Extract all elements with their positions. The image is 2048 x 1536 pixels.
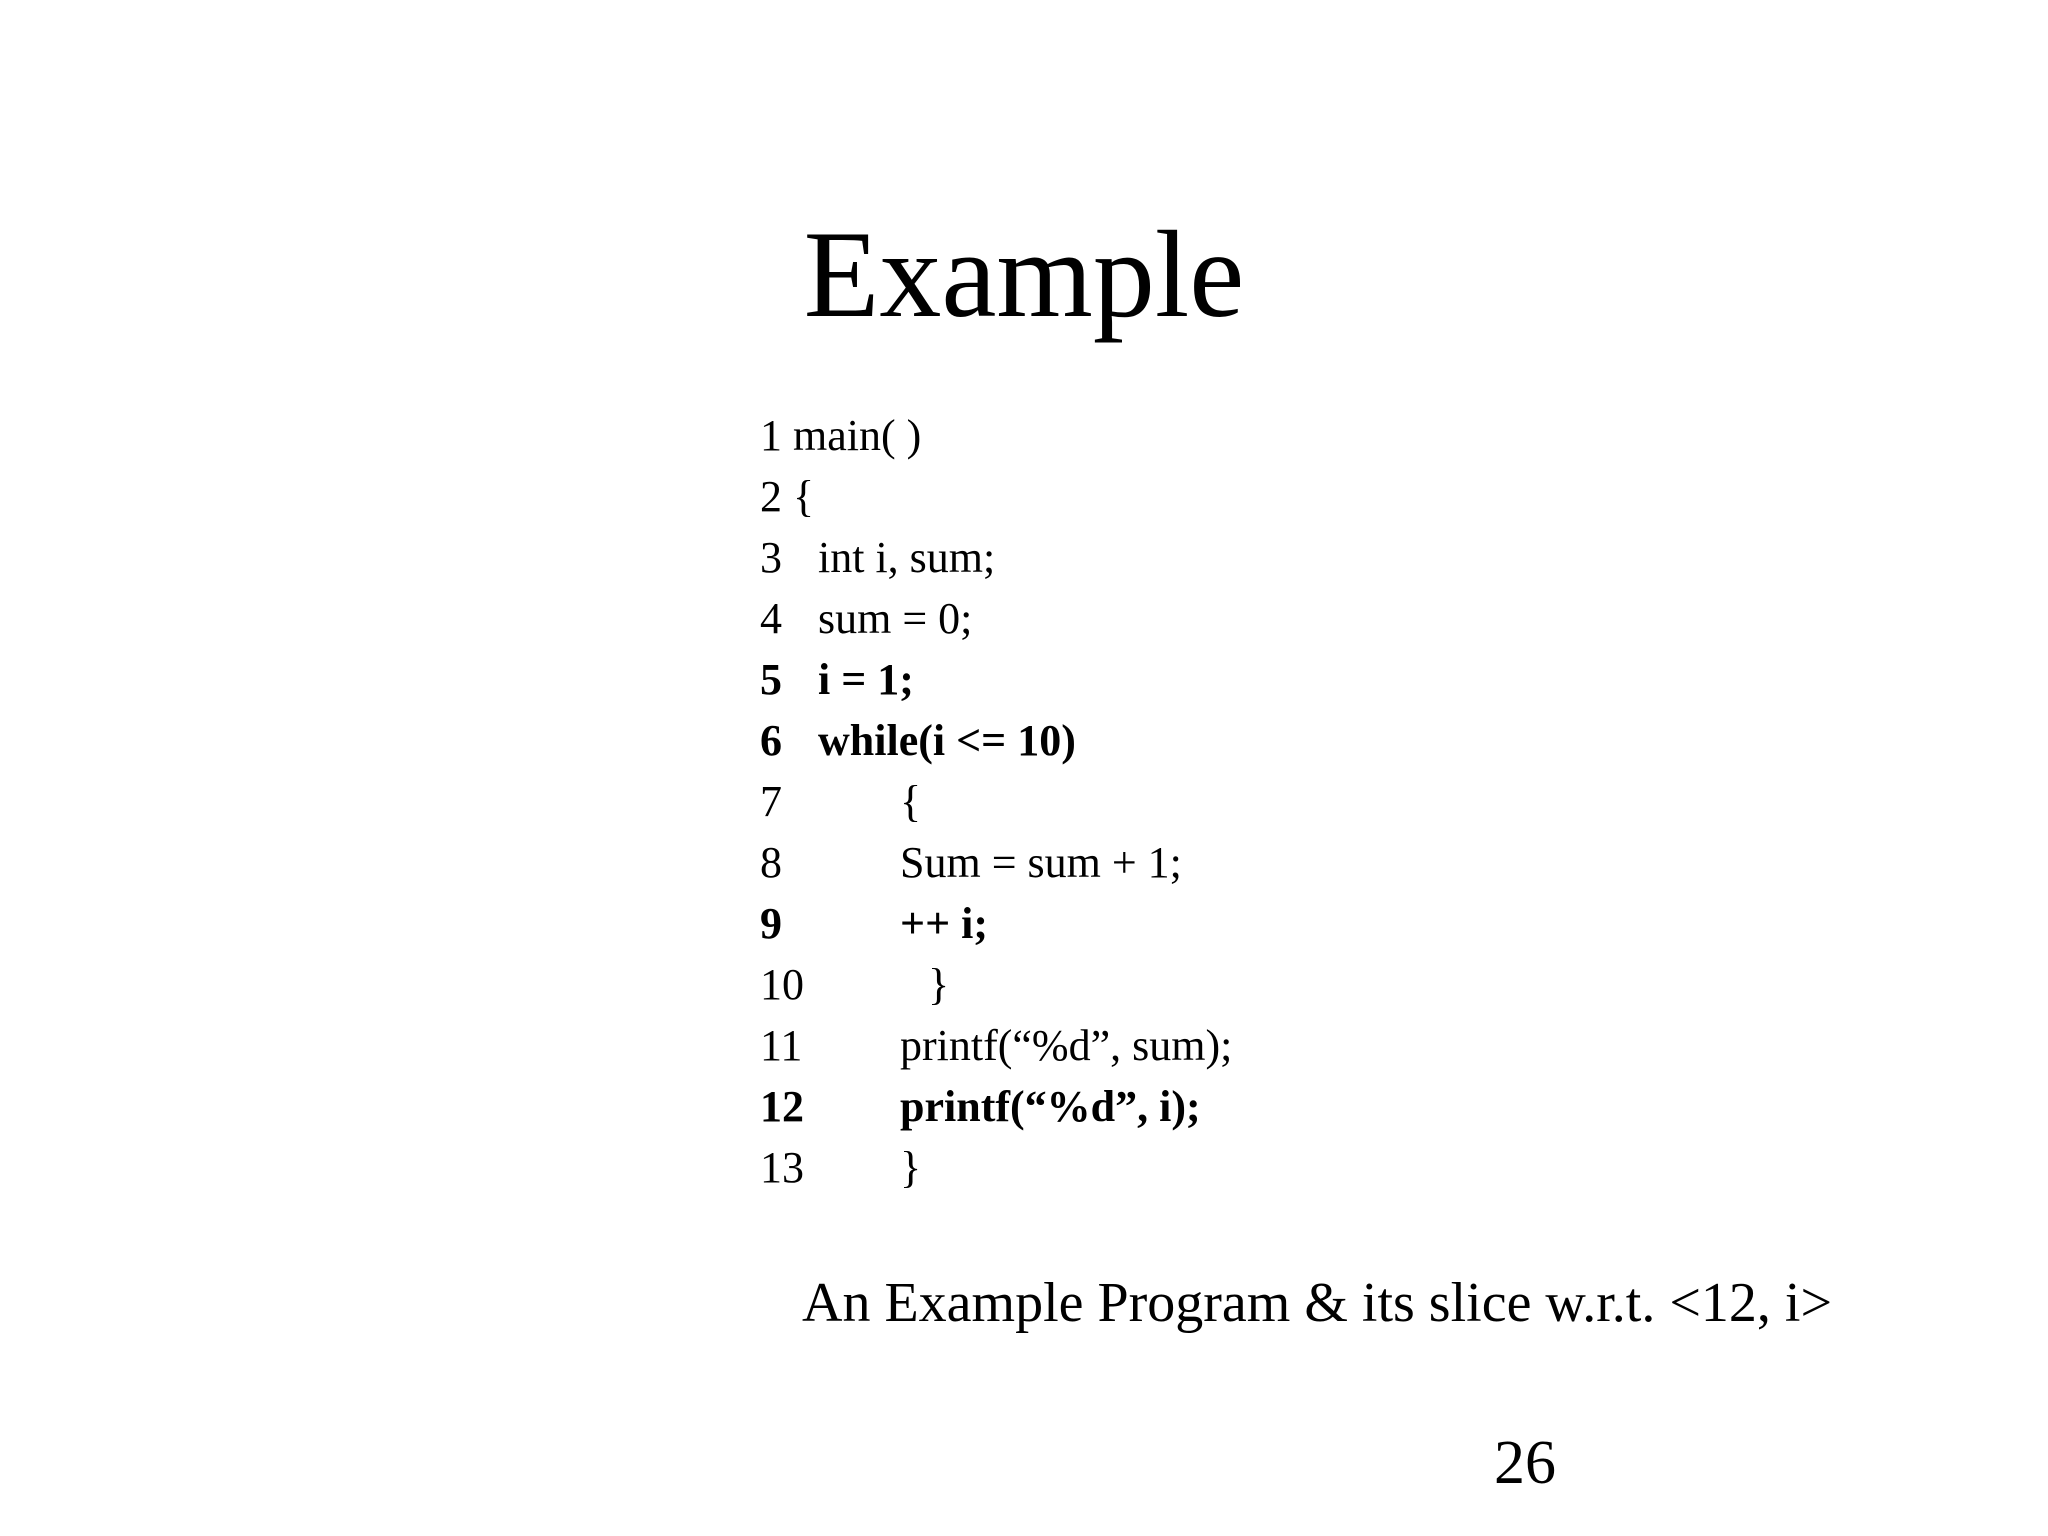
- code-text: {: [793, 472, 815, 521]
- code-text: Sum = sum + 1;: [900, 838, 1182, 887]
- code-text: }: [928, 960, 950, 1009]
- code-line: [760, 588, 1660, 649]
- code-listing: [760, 405, 1660, 1198]
- line-number: 2: [760, 472, 782, 521]
- code-text: {: [900, 777, 922, 826]
- code-text: printf(“%d”, sum);: [900, 1021, 1233, 1070]
- code-line: [760, 466, 1660, 527]
- code-text: i = 1;: [818, 655, 914, 704]
- code-text: ++ i;: [900, 899, 989, 948]
- code-line-slice: [760, 649, 1660, 710]
- code-line: [760, 527, 1660, 588]
- line-number: 10: [760, 960, 804, 1009]
- code-line: [760, 405, 1660, 466]
- line-number: 7: [760, 777, 782, 826]
- line-number: 5: [760, 655, 782, 704]
- line-number: 9: [760, 899, 782, 948]
- code-line: [760, 1015, 1660, 1076]
- line-number: 1: [760, 411, 782, 460]
- line-number: 13: [760, 1143, 804, 1192]
- line-number: 12: [760, 1082, 804, 1131]
- line-number: 6: [760, 716, 782, 765]
- code-line: [760, 771, 1660, 832]
- code-line: [760, 832, 1660, 893]
- line-number: 4: [760, 594, 782, 643]
- code-line: [760, 1137, 1660, 1198]
- code-text: while(i <= 10): [818, 716, 1076, 765]
- code-text: sum = 0;: [818, 594, 973, 643]
- code-text: }: [900, 1143, 922, 1192]
- line-number: 11: [760, 1021, 803, 1070]
- code-text: main( ): [793, 411, 922, 460]
- code-text: int i, sum;: [818, 533, 996, 582]
- code-line-slice: [760, 1076, 1660, 1137]
- code-line-slice: [760, 893, 1660, 954]
- slide-title: Example: [803, 206, 1245, 343]
- code-text: printf(“%d”, i);: [900, 1082, 1201, 1131]
- code-line-slice: [760, 710, 1660, 771]
- code-line: [760, 954, 1660, 1015]
- page-number: 26: [1494, 1429, 1556, 1497]
- slide-caption: An Example Program & its slice w.r.t. <12, i>: [802, 1272, 1833, 1334]
- line-number: 3: [760, 533, 782, 582]
- line-number: 8: [760, 838, 782, 887]
